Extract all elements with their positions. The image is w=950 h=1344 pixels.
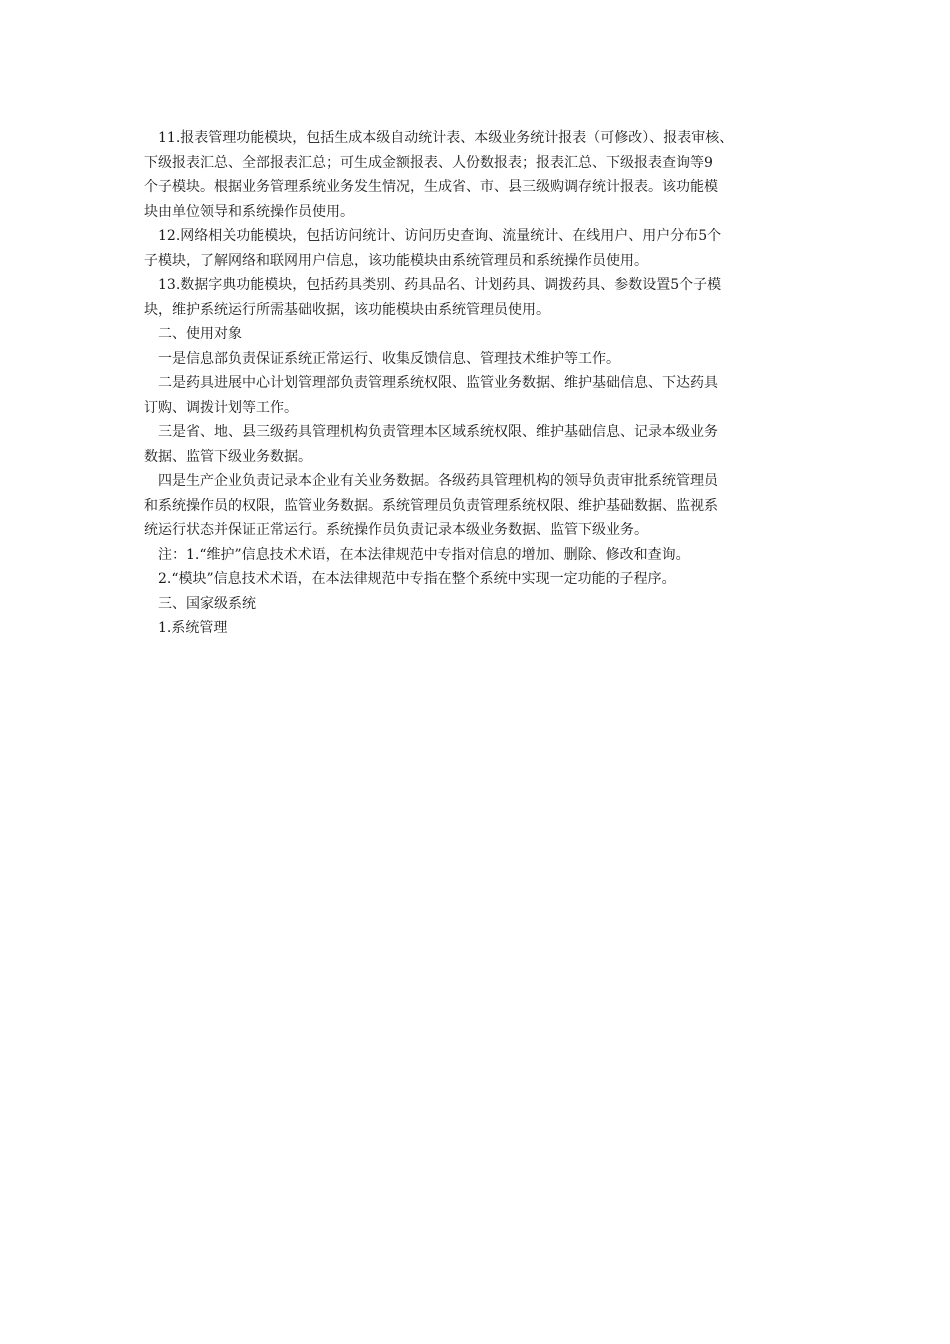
section-heading: 二、使用对象 <box>158 326 242 342</box>
paragraph-line: 订购、调拨计划等工作。 <box>144 399 298 416</box>
paragraph-line: 和系统操作员的权限，监管业务数据。系统管理员负责管理系统权限、维护基础数据、监视系 <box>144 497 718 514</box>
paragraph-line: 一是信息部负责保证系统正常运行、收集反馈信息、管理技术维护等工作。 <box>158 350 620 367</box>
paragraph-line: 二是药具进展中心计划管理部负责管理系统权限、监管业务数据、维护基础信息、下达药具 <box>158 375 718 391</box>
paragraph-line: 子模块，了解网络和联网用户信息，该功能模块由系统管理员和系统操作员使用。 <box>144 252 648 269</box>
paragraph-line: 块，维护系统运行所需基础收据，该功能模块由系统管理员使用。 <box>144 301 550 318</box>
paragraph-line: 下级报表汇总、全部报表汇总；可生成金额报表、人份数报表；报表汇总、下级报表查询等9 <box>144 154 713 171</box>
paragraph-line: 数据、监管下级业务数据。 <box>144 448 312 465</box>
paragraph-line: 块由单位领导和系统操作员使用。 <box>144 203 354 220</box>
paragraph-line: 12.网络相关功能模块，包括访问统计、访问历史查询、流量统计、在线用户、用户分布5个 <box>158 228 722 244</box>
paragraph-line: 13.数据字典功能模块，包括药具类别、药具品名、计划药具、调拨药具、参数设置5个子模 <box>158 277 722 293</box>
paragraph-line: 统运行状态并保证正常运行。系统操作员负责记录本级业务数据、监管下级业务。 <box>144 522 648 538</box>
paragraph-line: 个子模块。根据业务管理系统业务发生情况，生成省、市、县三级购调存统计报表。该功能模 <box>144 179 718 195</box>
document-body <box>144 126 816 641</box>
paragraph-line: 三是省、地、县三级药具管理机构负责管理本区域系统权限、维护基础信息、记录本级业务 <box>158 424 718 440</box>
paragraph-line: 四是生产企业负责记录本企业有关业务数据。各级药具管理机构的领导负责审批系统管理员 <box>158 473 718 489</box>
note-line: 注：1.“维护”信息技术术语，在本法律规范中专指对信息的增加、删除、修改和查询。 <box>158 546 690 563</box>
subsection-heading: 1.系统管理 <box>158 620 228 636</box>
section-heading: 三、国家级系统 <box>158 595 256 612</box>
note-line: 2.“模块”信息技术术语，在本法律规范中专指在整个系统中实现一定功能的子程序。 <box>158 571 676 587</box>
paragraph-line: 11.报表管理功能模块，包括生成本级自动统计表、本级业务统计报表（可修改）、报表审核、 <box>158 130 734 146</box>
